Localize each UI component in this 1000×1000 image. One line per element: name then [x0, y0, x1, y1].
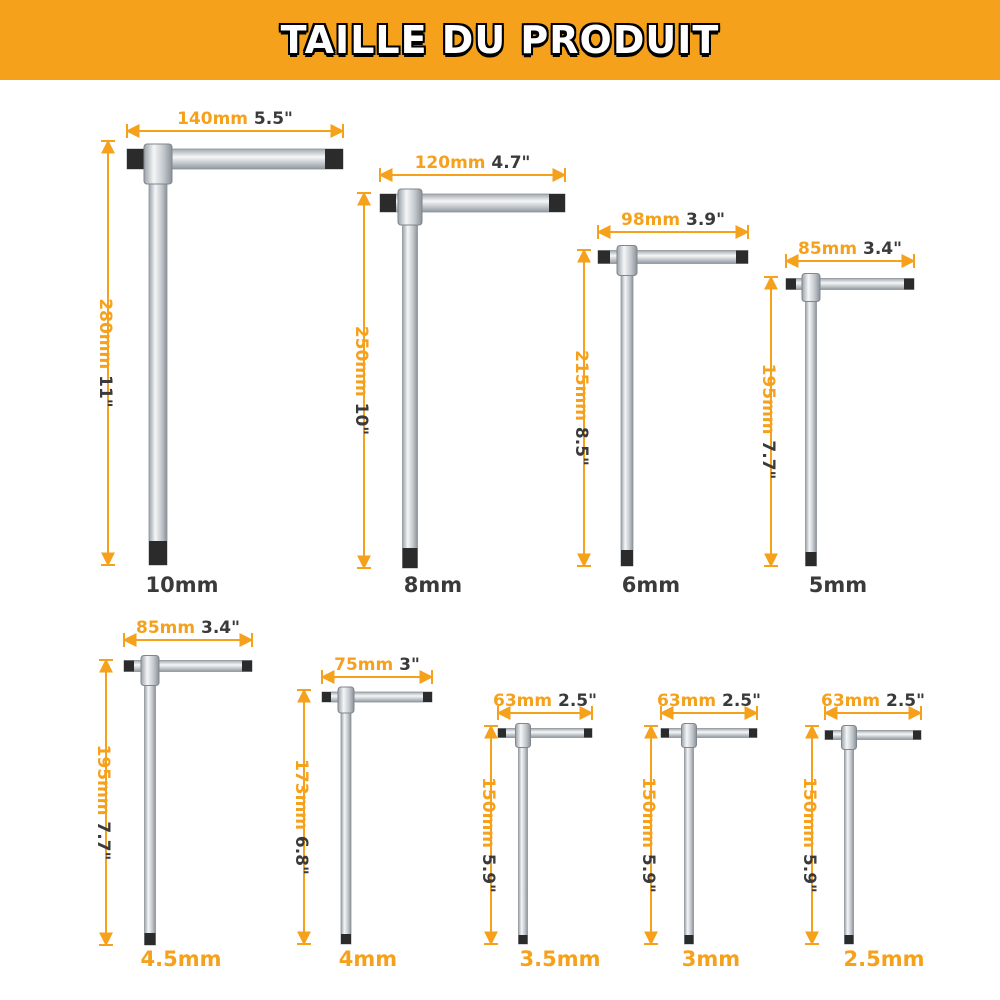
handle-length-inch: 2.5" — [880, 691, 925, 711]
handle-length-inch: 5.5" — [248, 109, 293, 129]
total-length-inch: 10" — [351, 396, 371, 436]
handle-dimension-label — [136, 618, 240, 638]
handle-dimension-label — [334, 655, 420, 675]
hex-size-label: 4.5mm — [140, 947, 222, 971]
wrench-bar-end-left — [380, 194, 396, 212]
handle-length-inch: 3.4" — [195, 618, 240, 638]
total-length-mm: 215mm — [571, 350, 591, 422]
wrench-hex-tip — [685, 935, 694, 944]
wrench-bar-end-left — [124, 661, 134, 672]
hex-size-label: 3mm — [681, 947, 741, 971]
wrench-shaft — [519, 733, 528, 944]
wrench-bar-end-right — [549, 194, 565, 212]
wrench-hex-tip — [845, 935, 854, 944]
handle-length-inch: 3.9" — [680, 210, 725, 230]
wrench-7 — [638, 691, 761, 971]
wrench-bar-end-left — [322, 692, 331, 702]
hex-size-label: 4mm — [338, 947, 398, 971]
wrench-head-collar — [338, 687, 354, 713]
wrench-3 — [758, 239, 914, 597]
wrench-hex-tip — [621, 550, 633, 566]
wrench-shaft — [149, 159, 167, 565]
handle-length-inch: 3.4" — [857, 239, 902, 259]
handle-dimension-label — [798, 239, 902, 259]
wrench-t-bar — [498, 729, 592, 738]
total-length-inch: 8.5" — [571, 421, 591, 466]
length-dimension-label — [758, 364, 778, 480]
wrench-bar-end-left — [498, 729, 506, 738]
handle-dimension-label — [177, 109, 293, 129]
page-title: TAILLE DU PRODUIT — [280, 18, 720, 62]
length-dimension-label — [571, 350, 591, 466]
total-length-mm: 250mm — [351, 325, 371, 397]
wrench-head-collar — [842, 726, 857, 750]
wrench-bar-end-right — [242, 661, 252, 672]
wrench-bar-end-right — [736, 251, 748, 264]
handle-length-inch: 4.7" — [485, 153, 531, 173]
length-dimension-label — [638, 777, 658, 893]
wrench-bar-end-left — [127, 149, 145, 169]
total-length-inch: 6.8" — [291, 830, 311, 875]
total-length-mm: 195mm — [93, 744, 113, 816]
hex-size-label: 8mm — [403, 573, 463, 597]
wrench-bar-end-left — [825, 731, 833, 740]
total-length-mm: 280mm — [95, 298, 115, 370]
wrench-shaft — [806, 284, 817, 566]
wrench-5 — [291, 655, 432, 971]
total-length-inch: 5.9" — [478, 848, 498, 893]
handle-length-mm: 85mm — [798, 239, 858, 259]
length-dimension-label — [799, 777, 819, 893]
hex-size-label: 5mm — [808, 573, 868, 597]
handle-length-mm: 85mm — [136, 618, 196, 638]
total-length-inch: 11" — [95, 369, 115, 408]
total-length-mm: 173mm — [291, 759, 311, 831]
wrench-t-bar — [661, 729, 757, 738]
total-length-inch: 5.9" — [799, 848, 819, 893]
wrench-hex-tip — [519, 935, 528, 944]
wrench-bar-end-right — [584, 729, 592, 738]
handle-length-inch: 3" — [393, 655, 420, 675]
wrench-bar-end-right — [749, 729, 757, 738]
wrench-bar-end-left — [661, 729, 669, 738]
wrench-head-collar — [802, 274, 820, 302]
wrench-shaft — [341, 697, 351, 944]
wrench-hex-tip — [149, 541, 167, 565]
wrench-head-collar — [682, 724, 697, 748]
wrench-shaft — [403, 203, 418, 568]
total-length-mm: 150mm — [799, 777, 819, 849]
wrench-2 — [571, 210, 748, 597]
total-length-inch: 7.7" — [758, 434, 778, 480]
length-dimension-label — [291, 759, 311, 875]
handle-length-inch: 2.5" — [552, 691, 597, 711]
hex-size-label: 3.5mm — [519, 947, 601, 971]
total-length-inch: 7.7" — [93, 815, 113, 861]
wrench-8 — [799, 691, 925, 971]
handle-length-mm: 98mm — [621, 210, 681, 230]
wrench-hex-tip — [341, 934, 351, 944]
total-length-inch: 5.9" — [638, 848, 658, 893]
wrench-hex-tip — [145, 933, 156, 945]
handle-length-mm: 120mm — [414, 153, 486, 173]
wrench-bar-end-right — [325, 149, 343, 169]
wrench-head-collar — [516, 724, 531, 748]
wrench-hex-tip — [806, 552, 817, 566]
wrench-bar-end-right — [423, 692, 432, 702]
hex-size-label: 2.5mm — [843, 947, 925, 971]
length-dimension-label — [351, 326, 371, 435]
wrench-4 — [93, 618, 252, 971]
total-length-mm: 150mm — [478, 777, 498, 849]
wrench-bar-end-right — [904, 279, 914, 290]
length-dimension-label — [95, 298, 115, 407]
wrench-head-collar — [141, 656, 159, 686]
wrench-shaft — [621, 257, 633, 566]
wrench-t-bar — [825, 731, 921, 740]
wrench-1 — [351, 153, 565, 597]
wrench-bar-end-right — [913, 731, 921, 740]
handle-length-mm: 63mm — [657, 691, 717, 711]
wrench-hex-tip — [403, 548, 418, 568]
wrench-head-collar — [398, 189, 422, 225]
handle-dimension-label — [621, 210, 725, 230]
wrench-bar-end-left — [598, 251, 610, 264]
handle-length-mm: 63mm — [821, 691, 881, 711]
handle-dimension-label — [415, 153, 531, 173]
handle-dimension-label — [821, 691, 925, 711]
total-length-mm: 195mm — [758, 363, 778, 435]
hex-size-label: 6mm — [621, 573, 681, 597]
handle-dimension-label — [493, 691, 597, 711]
wrench-head-collar — [144, 144, 172, 184]
wrench-6 — [478, 691, 600, 971]
wrench-shaft — [145, 666, 156, 945]
wrench-shaft — [685, 733, 694, 944]
handle-length-mm: 63mm — [493, 691, 553, 711]
length-dimension-label — [478, 777, 498, 893]
wrench-0 — [95, 109, 343, 597]
handle-length-inch: 2.5" — [716, 691, 761, 711]
handle-length-mm: 75mm — [334, 655, 394, 675]
hex-size-label: 10mm — [145, 573, 219, 597]
wrench-head-collar — [617, 246, 637, 276]
wrench-shaft — [845, 735, 854, 944]
wrench-bar-end-left — [786, 279, 796, 290]
handle-dimension-label — [657, 691, 761, 711]
total-length-mm: 150mm — [638, 777, 658, 849]
handle-length-mm: 140mm — [177, 109, 249, 129]
length-dimension-label — [93, 745, 113, 861]
